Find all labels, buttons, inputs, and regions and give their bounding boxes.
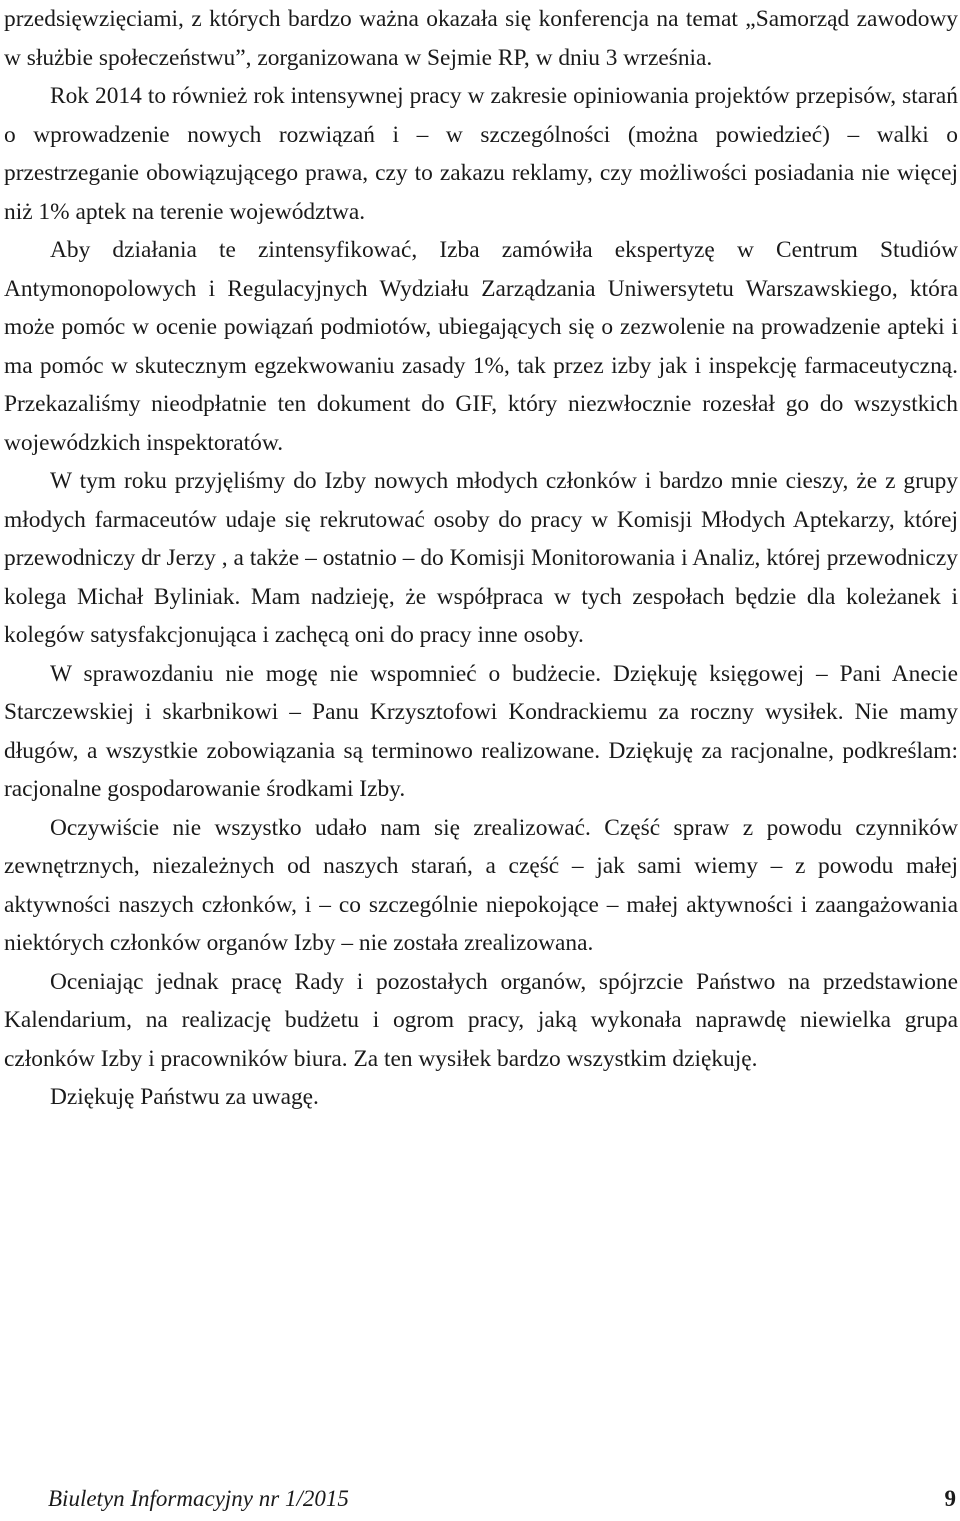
paragraph-budget: W sprawozdaniu nie mogę nie wspomnieć o budżecie. Dziękuję księgowej – Pani Anecie Starczewskiej i skarbnikowi – Panu Krzysztofowi Kondrackiemu za roczny wysiłek. Nie mamy długów, a wszystkie zobowiązania są terminowo realizowane. Dziękuję za racjonalne, podkreślam: racjonalne gospodarowanie środkami Izby. <box>4 660 958 802</box>
paragraph-thanks: Oceniając jednak pracę Rady i pozostałych organów, spójrzcie Państwo na przedstawione Kalendarium, na realizację budżetu i ogrom pracy, jaką wykonała naprawdę niewielka grupa członków Izby i pracowników biura. Za ten wysiłek bardzo wszystkim dziękuję. <box>4 968 958 1072</box>
paragraph-unrealized: Oczywiście nie wszystko udało nam się zrealizować. Część spraw z powodu czynników zewnętrznych, niezależnych od naszych starań, a część – jak sami wiemy – z powodu małej aktywności naszych członków, i – co szczególnie niepokojące – małej aktywności i zaangażowania niektórych członków organów Izby – nie została zrealizowana. <box>4 814 958 956</box>
paragraph-legislation: Rok 2014 to również rok intensywnej pracy w zakresie opiniowania projektów przepisów, starań o wprowadzenie nowych rozwiązań i – w szczególności (można powiedzieć) – walki o przestrzeganie obowiązującego prawa, czy to zakazu reklamy, czy możliwości posiadania nie więcej niż 1% aptek na terenie województwa. <box>4 83 958 225</box>
page-footer <box>48 1482 956 1516</box>
paragraph-young-members: W tym roku przyjęliśmy do Izby nowych młodych członków i bardzo mnie cieszy, że z grupy młodych farmaceutów udaje się rekrutować osoby do pracy w Komisji Młodych Aptekarzy, której przewodniczy dr Jerzy , a także – ostatnio – do Komisji Monitorowania i Analiz, której przewodniczy kolega Michał Byliniak. Mam nadzieję, że współpraca w tych zespołach będzie dla koleżanek i kolegów satysfakcjonująca i zachęcą oni do pracy inne osoby. <box>4 468 958 648</box>
paragraph-expertise: Aby działania te zintensyfikować, Izba zamówiła ekspertyzę w Centrum Studiów Antymonopolowych i Regulacyjnych Wydziału Zarządzania Uniwersytetu Warszawskiego, która może pomóc w ocenie powiązań podmiotów, ubiegających się o zezwolenie na prowadzenie apteki i ma pomóc w skutecznym egzekwowaniu zasady 1%, tak przez izby jak i inspekcję farmaceutyczną. Przekazaliśmy nieodpłatnie ten dokument do GIF, który niezwłocznie rozesłał go do wszystkich wojewódzkich inspektoratów. <box>4 237 958 456</box>
paragraph-continued: przedsięwzięciami, z których bardzo ważna okazała się konferencja na temat „Samorząd zawodowy w służbie społeczeństwu”, zorganizowana w Sejmie RP, w dniu 3 września. <box>4 6 958 71</box>
page-number: 9 <box>944 1486 956 1511</box>
paragraph-closing: Dziękuję Państwu za uwagę. <box>50 1084 319 1110</box>
document-body <box>4 0 958 1117</box>
publication-title: Biuletyn Informacyjny nr 1/2015 <box>48 1486 349 1511</box>
